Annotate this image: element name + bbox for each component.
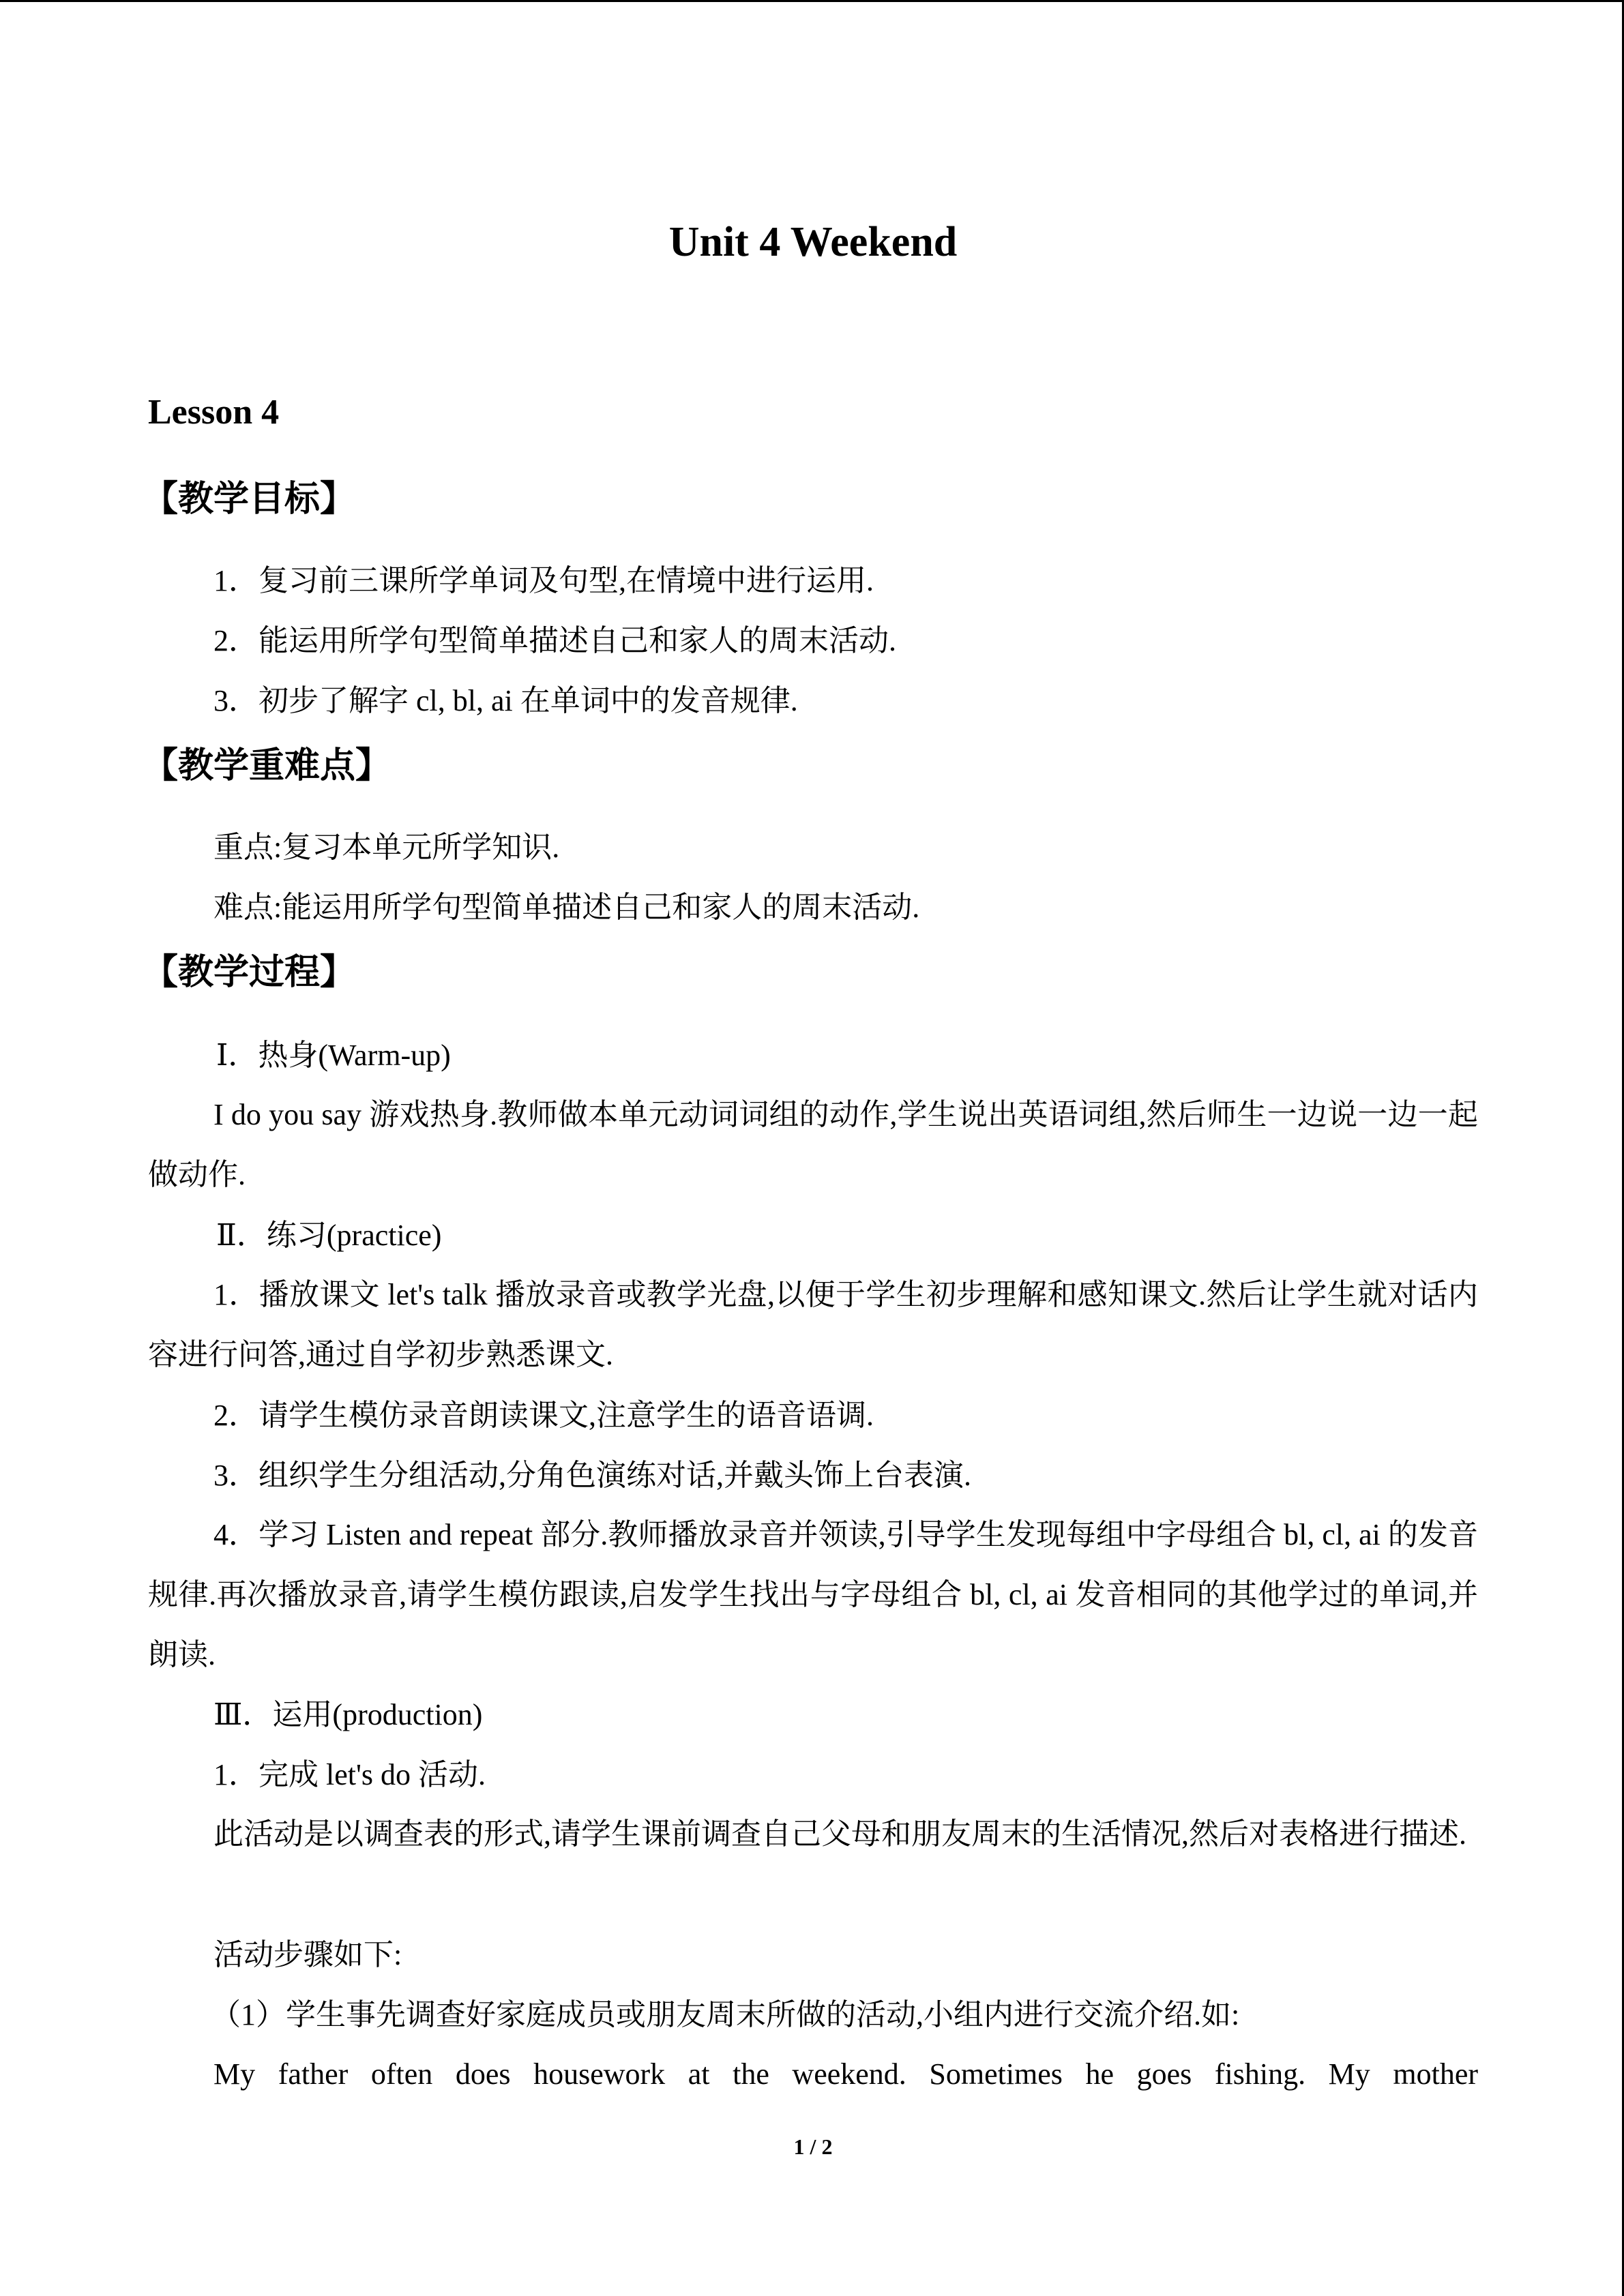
practice-paragraph-1: 1．播放课文 let's talk 播放录音或教学光盘,以便于学生初步理解和感知课文.然后让学生就对话内容进行问答,通过自学初步熟悉课文.	[148, 1278, 1478, 1371]
page-number: 1 / 2	[793, 2134, 833, 2159]
step-item-1: （1）学生事先调查好家庭成员或朋友周末所做的活动,小组内进行交流介绍.如:	[211, 1998, 1240, 2031]
production-heading: Ⅲ．运用(production)	[213, 1698, 483, 1731]
keypoint-item: 难点:能运用所学句型简单描述自己和家人的周末活动.	[213, 891, 920, 924]
lesson-heading: Lesson 4	[148, 393, 280, 432]
process-heading: 【教学过程】	[143, 952, 356, 993]
production-item-1: 1．完成 let's do 活动.	[213, 1758, 486, 1791]
example-paragraph: My father often does housework at the weekend. Sometimes he goes fishing. My mother	[213, 2057, 1478, 2091]
page-border-top	[0, 0, 1624, 2]
document-title: Unit 4 Weekend	[668, 219, 958, 265]
production-description: 此活动是以调查表的形式,请学生课前调查自己父母和朋友周末的生活情况,然后对表格进行描述.	[213, 1817, 1466, 1851]
steps-intro: 活动步骤如下:	[213, 1938, 402, 1971]
objectives-heading: 【教学目标】	[143, 479, 356, 520]
practice-heading: Ⅱ．练习(practice)	[216, 1219, 442, 1252]
practice-paragraph-4: 4．学习 Listen and repeat 部分.教师播放录音并领读,引导学生发现每组中字母组合 bl, cl, ai 的发音规律.再次播放录音,请学生模仿跟读,启发学生找出与字母组合 bl, cl, ai 发音相同的其他学过的单词,并朗读.	[148, 1518, 1478, 1671]
objective-item: 2．能运用所学句型简单描述自己和家人的周末活动.	[213, 624, 896, 657]
warmup-heading: Ⅰ．热身(Warm-up)	[216, 1039, 451, 1072]
practice-paragraph-3: 3．组织学生分组活动,分角色演练对话,并戴头饰上台表演.	[213, 1459, 971, 1492]
objective-item: 1．复习前三课所学单词及句型,在情境中进行运用.	[213, 564, 874, 597]
practice-paragraph-2: 2．请学生模仿录音朗读课文,注意学生的语音语调.	[213, 1399, 874, 1432]
keypoints-heading: 【教学重难点】	[143, 745, 392, 786]
keypoint-item: 重点:复习本单元所学知识.	[213, 831, 560, 864]
warmup-paragraph: I do you say 游戏热身.教师做本单元动词词组的动作,学生说出英语词组,然后师生一边说一边一起做动作.	[148, 1098, 1478, 1191]
objective-item: 3．初步了解字 cl, bl, ai 在单词中的发音规律.	[213, 684, 798, 717]
